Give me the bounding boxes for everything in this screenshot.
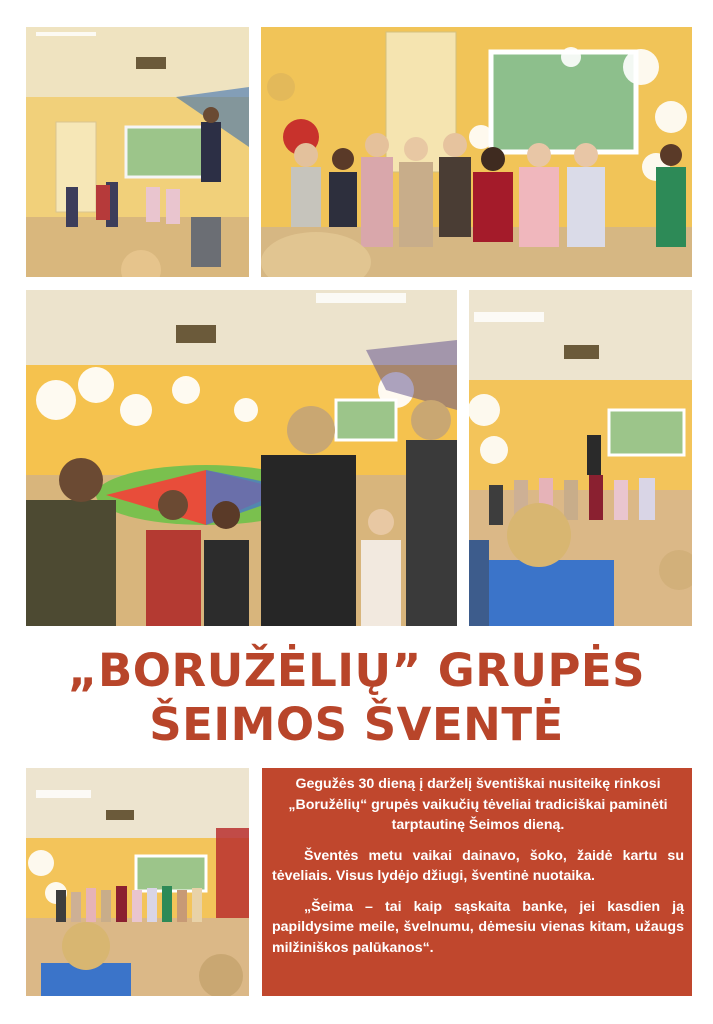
photo-group-performance: [26, 768, 249, 996]
page-title: [0, 644, 713, 752]
article-paragraph-3: „Šeima – tai kaip sąskaita banke, jei kasdien ją papildysime meile, švelnumu, dėmesiu vienas kitam, užaugs milžiniškos palūkanos“.: [272, 898, 684, 956]
photo-audience-view: [469, 290, 692, 626]
photo-parachute-game: [26, 290, 457, 626]
article-paragraph-1: Gegužės 30 dieną į darželį šventiškai nusiteikę rinkosi „Boružėlių“ grupės vaikučių tėveliai tradiciškai paminėti tarptautinę Šeimos dieną.: [288, 776, 668, 833]
title-line-1: „BORUŽĖLIŲ” GRUPĖS: [67, 644, 646, 697]
photo-children-row-closeup: [261, 27, 692, 277]
article-paragraph-2: Šventės metu vaikai dainavo, šoko, žaidė kartu su tėveliais. Visus lydėjo džiugi, šventinė nuotaika.: [272, 847, 684, 884]
photo-children-singing-wide: [26, 27, 249, 277]
title-line-2: ŠEIMOS ŠVENTĖ: [149, 698, 564, 751]
article-text-box: [262, 768, 692, 996]
